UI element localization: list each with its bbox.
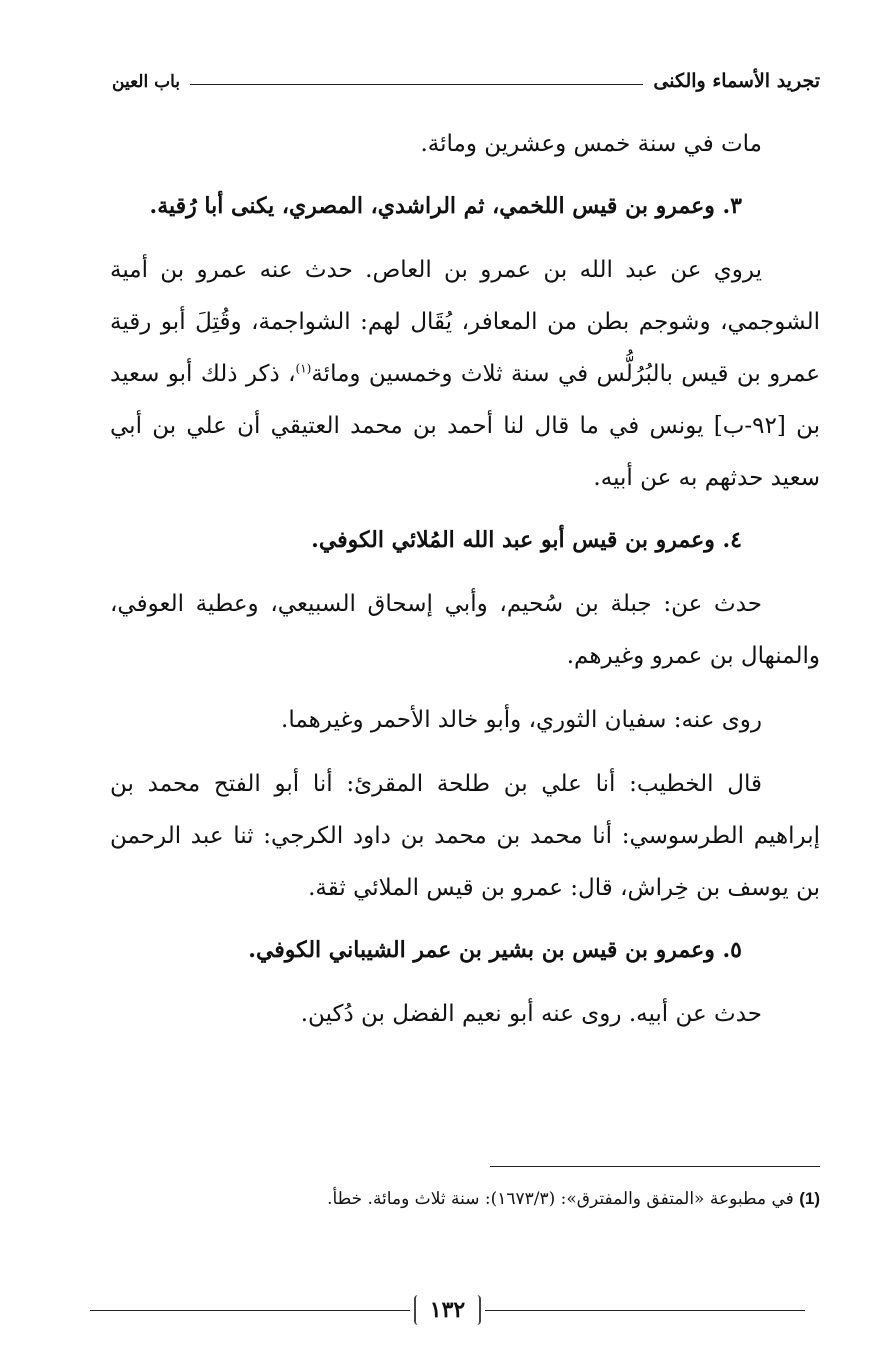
book-title: تجريد الأسماء والكنى	[653, 70, 820, 92]
entry-heading-4: ٤. وعمرو بن قيس أبو عبد الله المُلائي الكوفي.	[311, 527, 742, 553]
paragraph: روى عنه: سفيان الثوري، وأبو خالد الأحمر وغيرهما.	[281, 707, 762, 733]
chapter-title: باب العين	[112, 72, 181, 92]
footnote	[100, 1184, 820, 1214]
footnote-reference[interactable]: (١)	[295, 361, 312, 376]
page-footer	[90, 1290, 805, 1330]
header-rule	[190, 84, 643, 85]
footnote-number: (1)	[799, 1189, 820, 1208]
running-header	[112, 62, 820, 92]
footnote-text: في مطبوعة «المتفق والمفترق»: (١٦٧٣/٣): سنة ثلاث ومائة. خطأ.	[327, 1189, 794, 1209]
paragraph: حدث عن أبيه. روى عنه أبو نعيم الفضل بن دُكين.	[300, 1001, 762, 1027]
paragraph-text: يروي عن عبد الله بن عمرو بن العاص. حدث عنه عمرو بن أمية الشوجمي، وشوجم بطن من المعافر، يُقَال لهم: الشواجمة، وقُتِلَ أبو رقية عمرو بن قيس بالبُرُلُّس في سنة ثلاث وخمسين ومائة	[110, 257, 820, 387]
entry-heading-5: ٥. وعمرو بن قيس بن بشير بن عمر الشيباني الكوفي.	[248, 937, 742, 963]
paragraph: مات في سنة خمس وعشرين ومائة.	[420, 131, 762, 157]
body-text	[110, 118, 820, 1040]
footer-rule-right	[485, 1310, 805, 1311]
footnote-separator	[490, 1166, 820, 1167]
paragraph-text: ، ذكر ذلك أبو سعيد بن [٩٢-ب] يونس في ما قال لنا أحمد بن محمد العتيقي أن علي بن أبي سعيد حدثهم به عن أبيه.	[110, 361, 820, 491]
entry-heading-3: ٣. وعمرو بن قيس اللخمي، ثم الراشدي، المصري، يكنى أبا رُقية.	[149, 193, 742, 219]
page-number: ١٣٢	[414, 1295, 481, 1325]
paragraph	[110, 244, 820, 504]
paragraph: قال الخطيب: أنا علي بن طلحة المقرئ: أنا أبو الفتح محمد بن إبراهيم الطرسوسي: أنا محمد بن محمد بن داود الكرجي: ثنا عبد الرحمن بن يوسف بن خِراش، قال: عمرو بن قيس الملائي ثقة.	[110, 771, 820, 901]
footer-rule-left	[90, 1310, 410, 1311]
paragraph: حدث عن: جبلة بن سُحيم، وأبي إسحاق السبيعي، وعطية العوفي، والمنهال بن عمرو وغيرهم.	[110, 591, 820, 669]
